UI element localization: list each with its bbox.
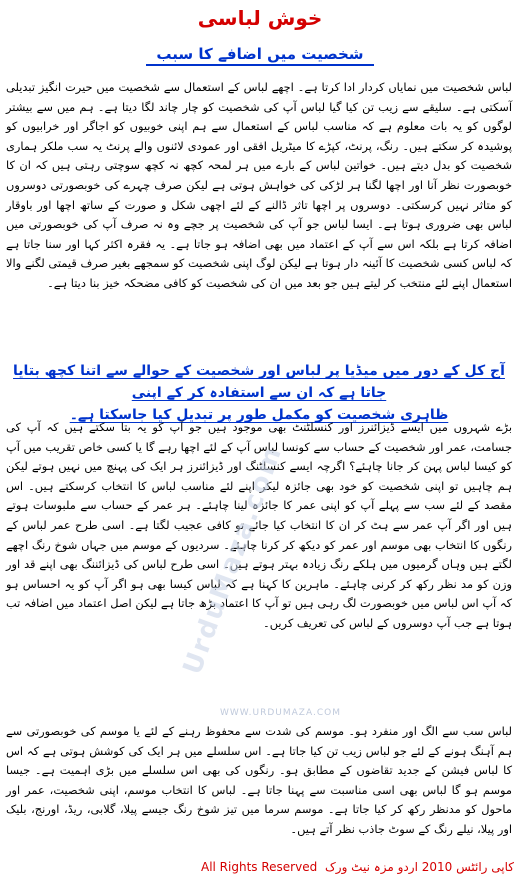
watermark-url: WWW.URDUMAZA.COM [220, 708, 341, 718]
copyright-footer [0, 860, 514, 874]
highlight-quote [4, 360, 514, 426]
footer-english: All Rights Reserved [200, 860, 318, 874]
highlight-line-2: ظاہری شخصیت کو مکمل طور پر تبدیل کیا جاسکتا ہے۔ [69, 407, 449, 423]
highlight-line-1: آج کل کے دور میں میڈیا پر لباس اور شخصیت کے حوالے سے اتنا کچھ بتایا جاتا ہے کہ ان سے استفادہ کر کے اپنی [13, 363, 505, 401]
paragraph-1 [6, 78, 512, 294]
paragraph-3-text: لباس سب سے الگ اور منفرد ہو۔ موسم کی شدت سے محفوظ رہنے کے لئے یا موسم کی خوبصورتی سے ہم آہنگ ہونے کے لئے جو لباس زیب تن کیا جاتا ہے۔ اس سلسلے میں ہر ایک کی کوشش ہوتی ہے کہ اس کا لباس فیشن کے جدید تقاضوں کے مطابق ہو۔ رنگوں کی بھی اس سلسلے میں بڑی اہمیت ہے۔ جیسا موسم ہو گا لباس بھی اسی مناسبت سے پہنا جاتا ہے۔ لباس کا انتخاب موسم، اپنی شخصیت، عمر اور ماحول کو مدنظر رکھ کر کیا جاتا ہے۔ موسم سرما میں تیز شوخ رنگ جیسے پیلا، گلابی، ریڈ، اورنج، بلیک اور پیلا، نیلے رنگ کے سوٹ جاذب نظر آتے ہیں۔ [6, 724, 512, 836]
article-title: خوش لباسی [197, 6, 323, 30]
paragraph-2 [6, 418, 512, 634]
article-subtitle: شخصیت میں اضافے کا سبب [146, 45, 373, 66]
footer-urdu: کاپی رائٹس 2010 اردو مزہ نیٹ ورک [325, 860, 514, 874]
paragraph-3 [6, 722, 512, 840]
paragraph-2-text: بڑے شہروں میں ایسے ڈیزائنرز اور کنسلٹنٹ بھی موجود ہیں جو آپ کو یہ بتا سکتے ہیں کہ آپ کی جسامت، عمر اور شخصیت کے حساب سے کونسا لباس آپ کے لئے اچھا رہے گا یا کسی خاص تقریب میں آپ کو کیسا لباس پہن کر جانا چاہئے؟ اگرچہ ایسے کنسلٹنگ اور ڈیزائنرز ہر ایک کی پہنچ میں نہیں ہوتے لیکن ہم چاہیں تو اپنی شخصیت کو خود بھی جائزہ لیکر اپنے لئے مناسب لباس کا انتخاب کرسکتے ہیں۔ اس مقصد کے لئے سب سے پہلے آپ کو اپنی عمر کا جائزہ لینا چاہئے۔ ہر عمر کے حساب سے ملبوسات ہوتے ہیں اور اگر آپ عمر سے ہٹ کر ان کا انتخاب کیا جائے تو کافی عجیب لگتا ہے۔ اسی طرح عمر لباس کے رنگوں کا انتخاب بھی موسم اور عمر کو دیکھ کر کرنا چاہئے۔ سردیوں کے موسم میں جہاں شوخ رنگ اچھے لگتے ہیں وہاں گرمیوں میں ہلکے رنگ زیادہ بہتر ہوتے ہیں۔ اسی طرح لباس کی ڈیزائننگ بھی اپنے قد اور وزن کو مد نظر رکھ کر کرنی چاہئے۔ ماہرین کا کہنا ہے کہ لباس کیسا بھی ہو اگر آپ کو یہ احساس ہو کہ آپ اس لباس میں خوبصورت لگ رہی ہیں تو آپ کا اعتماد بڑھ جاتا ہے لیکن اصل اعتماد میں اضافہ تب ہوتا ہے جب آپ دوسروں کے لباس کی تعریف کریں۔ [6, 420, 512, 630]
paragraph-1-text: لباس شخصیت میں نمایاں کردار ادا کرتا ہے۔ اچھے لباس کے استعمال سے شخصیت میں حیرت انگیز تبدیلی آسکتی ہے۔ سلیقے سے زیب تن کیا گیا لباس آپ کی شخصیت کو چار چاند لگا دیتا ہے۔ ہم میں سے بیشتر لوگوں کو یہ بات معلوم ہے کہ مناسب لباس کے استعمال سے ہم اپنی خوبیوں کو اجاگر اور خرابیوں کو پوشیدہ کر سکتے ہیں۔ رنگ، پرنٹ، کپڑے کا میٹریل افقی اور عمودی لائنوں والے پرنٹ یہ سب ملکر ہماری شخصیت کو بدل دیتے ہیں۔ خواتین لباس کے بارے میں ہر لمحہ کچھ نہ کچھ سوچتی رہتی ہیں کہ ان کا خوبصورت نظر آنا اور اچھا لگنا ہر لڑکی کی خواہش ہوتی ہے لیکن صرف چہرے کی خوبصورتی دوسروں کو متاثر نہیں کرسکتی۔ دوسروں پر اچھا تاثر ڈالنے کے لئے اچھی شکل و صورت کے ساتھ اچھا اور باوقار لباس بھی ضروری ہوتا ہے۔ ایسا لباس جو آپ کی شخصیت پر جچے وہ نہ صرف آپ کی خوبصورتی میں اضافہ کرتا ہے بلکہ اس سے آپ کے اعتماد میں بھی اضافہ ہو جاتا ہے۔ یہ فقرہ اکثر کہا اور سنا جاتا ہے کہ لباس کسی شخصیت کا آئینہ دار ہوتا ہے لیکن لوگ اپنی شخصیت کو سمجھے بغیر صرف قیمتی لگنے والا استعمال اپنے لئے منتخب کر لیتے ہیں جو بعد میں ان کی شخصیت کو کافی مضحکہ خیز بنا دیتا ہے۔ [6, 80, 512, 290]
watermark-logo: UrduMaza.com [177, 441, 289, 679]
